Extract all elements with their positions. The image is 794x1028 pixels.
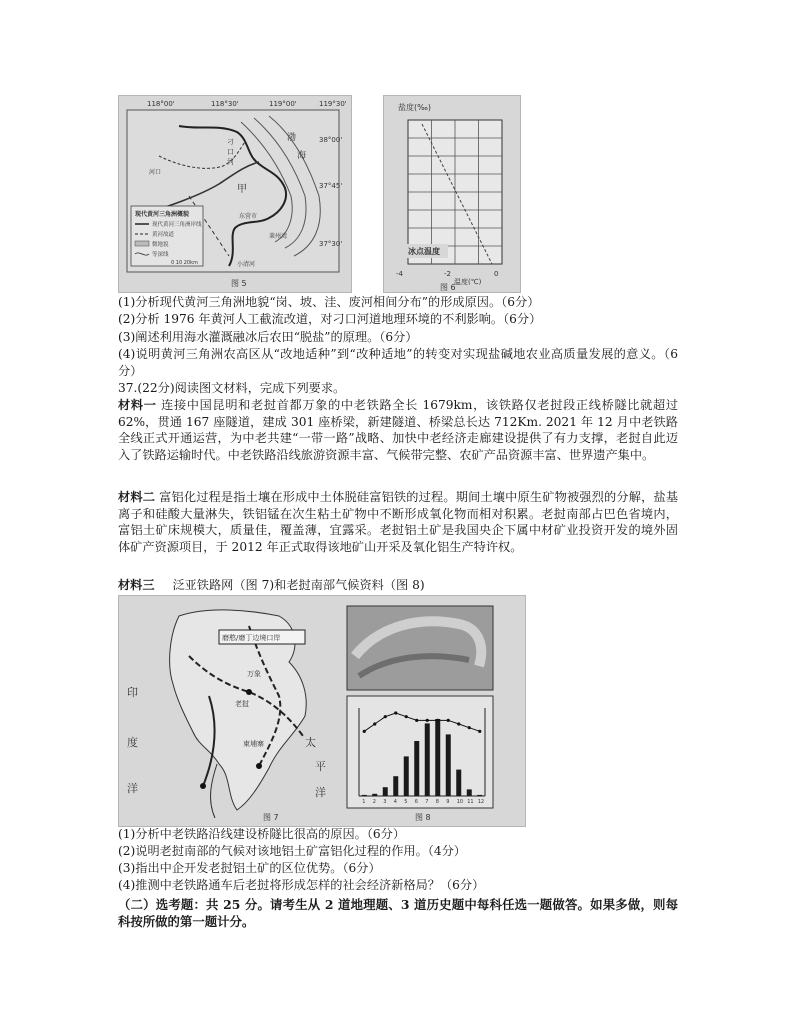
ocean-label: 太: [305, 736, 316, 749]
precip-bar: [362, 795, 367, 796]
map-label: 磨憨/磨丁边境口岸: [222, 634, 281, 642]
figure-caption: 图 5: [231, 279, 247, 288]
figure-5-map: [118, 95, 352, 293]
x-tick-label: 10: [456, 799, 464, 805]
legend-item: 等深线: [152, 252, 169, 258]
x-tick-label: 8: [435, 799, 439, 805]
material-3-title: 材料三: [118, 578, 155, 592]
x-tick-label: 3: [383, 799, 387, 805]
place-label: 莱州湾: [269, 233, 288, 240]
place-label: 口: [227, 148, 234, 156]
material-2-title: 材料二: [118, 490, 156, 504]
ocean-label: 度: [127, 736, 138, 749]
x-tick-label: 7: [425, 799, 429, 805]
x-tick-label: 2: [372, 799, 376, 805]
temperature-point: [478, 730, 481, 733]
place-label: 渤: [287, 133, 297, 143]
x-tick-label: 9: [446, 799, 450, 805]
peninsula-coast: [211, 764, 217, 818]
place-label: 河: [227, 158, 234, 166]
material-1: [118, 397, 678, 463]
question-37-3: (3)指出中企开发老挝铝土矿的区位优势。（6分）: [118, 861, 381, 875]
lat-label: 38°00': [319, 136, 343, 144]
x-tick-label: 11: [467, 799, 474, 805]
precip-bar: [446, 734, 451, 796]
temperature-point: [394, 711, 397, 714]
x-axis-title: 温度(℃): [454, 278, 482, 286]
temperature-point: [373, 722, 376, 725]
lon-label: 119°30': [319, 100, 347, 108]
x-tick-label: 5: [404, 799, 408, 805]
place-label: 海: [297, 151, 307, 161]
figure-caption: 图 6: [440, 283, 456, 292]
lat-label: 37°30': [319, 240, 343, 248]
ocean-label: 印: [127, 686, 138, 699]
temperature-point: [457, 722, 460, 725]
temperature-point: [447, 719, 450, 722]
city-dot: [246, 689, 252, 695]
question-36-4: (4)说明黄河三角洲农高区从“改地适种”到“改种适地”的转变对实现盐碱地农业高质量发展的意义。（6分）: [118, 347, 678, 378]
precip-bar: [467, 789, 472, 796]
legend-symbol: [135, 241, 149, 246]
temperature-point: [363, 730, 366, 733]
place-label: 小清河: [237, 261, 256, 268]
question-37-4: (4)推测中老铁路通车后老挝将形成怎样的社会经济新格局？（6分）: [118, 878, 485, 892]
x-tick-label: 1: [362, 799, 366, 805]
map-label: 老挝: [235, 700, 249, 708]
question-36-2: (2)分析 1976 年黄河人工截流改道，对刁口河道地理环境的不利影响。（6分）: [118, 312, 542, 326]
question-37-1: (1)分析中老铁路沿线建设桥隧比很高的原因。（6分）: [118, 827, 406, 841]
y-axis-title: 盐度(‰): [398, 103, 431, 112]
lon-label: 118°30': [211, 100, 239, 108]
figure-7-8-panel: [118, 595, 526, 827]
question-36-3: (3)阐述利用海水灌溉融冰后农田“脱盐”的原理。（6分）: [118, 330, 418, 344]
figure-caption: 图 7: [263, 813, 279, 822]
figure-7-svg: [119, 596, 525, 826]
x-tick-label: 6: [414, 799, 418, 805]
ocean-label: 洋: [315, 786, 326, 799]
precip-bar: [404, 756, 409, 796]
precip-bar: [414, 741, 419, 796]
ocean-label: 洋: [127, 782, 138, 795]
map-label: 柬埔寨: [243, 740, 264, 748]
legend-item: 现代黄河三角洲岸线: [152, 222, 202, 228]
city-dot: [256, 763, 262, 769]
temperature-point: [436, 719, 439, 722]
map-label: 万象: [247, 670, 261, 678]
place-label: 甲: [237, 184, 247, 195]
temperature-point: [426, 719, 429, 722]
precip-bar: [372, 794, 377, 796]
precip-bar: [393, 776, 398, 796]
place-label: 河口: [149, 169, 162, 176]
lon-label: 119°00': [269, 100, 297, 108]
question-37-2: (2)说明老挝南部的气候对该地铝土矿富铝化过程的作用。（4分）: [118, 844, 466, 858]
temperature-point: [468, 726, 471, 729]
legend-title: 现代黄河三角洲概貌: [135, 211, 190, 218]
legend-item: 黄河故道: [152, 232, 175, 238]
precip-bar: [383, 787, 388, 796]
temperature-point: [405, 715, 408, 718]
material-1-title: 材料一: [118, 398, 157, 412]
elective-note: （二）选考题：共 25 分。请考生从 2 道地理题、3 道历史题中每科任选一题做答。如果多做，则每科按所做的第一题计分。: [118, 897, 678, 929]
material-3: [118, 577, 678, 594]
x-tick: 0: [494, 270, 499, 278]
figure-caption: 图 8: [415, 813, 431, 822]
x-tick-label: 12: [477, 799, 485, 805]
temperature-point: [415, 719, 418, 722]
temperature-point: [384, 715, 387, 718]
lat-label: 37°45': [319, 182, 343, 190]
place-label: 东营市: [239, 213, 258, 220]
legend-item: 微地貌: [152, 242, 169, 248]
x-tick-label: 4: [393, 799, 397, 805]
figure-6-chart: [383, 95, 521, 293]
material-2-text: 富铝化过程是指土壤在形成中土体脱硅富铝铁的过程。期间土壤中原生矿物被强烈的分解，盐基离子和硅酸大量淋失，铁铝锰在次生粘土矿物中不断形成氧化物而相对积累。老挝南部占巴色省境内，富铝土矿床规模大，质量佳，覆盖薄，宜露采。老挝铝土矿是我国央企下属中材矿业投资开发的境外固体矿产资源项目，于 2012 年正式取得该地矿山开采及氧化铝生产特许权。: [118, 490, 679, 554]
precip-bar: [435, 719, 440, 796]
map-scale: 0 10 20km: [171, 260, 198, 266]
x-tick: -2: [444, 270, 451, 278]
material-2: [118, 489, 678, 555]
precip-bar: [456, 770, 461, 796]
city-dot: [200, 783, 206, 789]
fig6-grid: [408, 120, 502, 264]
figure-5-svg: [119, 96, 351, 292]
lon-label: 118°00': [147, 100, 175, 108]
question-36-1: (1)分析现代黄河三角洲地貌“岗、坡、洼、废河相间分布”的形成原因。（6分）: [118, 295, 540, 309]
precip-bar: [425, 723, 430, 796]
material-1-text: 连接中国昆明和老挝首都万象的中老铁路全长 1679km，该铁路仅老挝段正线桥隧比就超过 62%，贯通 167 座隧道，建成 301 座桥梁，新建隧道、桥梁总长达 712Km. 2021 年 12 月中老铁路全线正式开通运营，为中老共建“一带一路”战略、加快中老经济走廊建设提供了有力支撑，老挝自此迈入了铁路运输时代。中老铁路沿线旅游资源丰富、气候带完整、农矿产品资源丰富、世界遗产集中。: [118, 398, 679, 462]
material-3-text: 泛亚铁路网（图 7)和老挝南部气候资料（图 8): [172, 578, 425, 592]
x-tick: -4: [396, 270, 403, 278]
place-label: 刁: [227, 138, 234, 146]
ocean-label: 平: [315, 760, 326, 773]
freezing-point-label: 冰点温度: [408, 247, 440, 256]
precip-bar: [477, 795, 482, 796]
figure-6-svg: [384, 96, 520, 292]
question-37-header: 37.(22分)阅读图文材料，完成下列要求。: [118, 381, 346, 395]
